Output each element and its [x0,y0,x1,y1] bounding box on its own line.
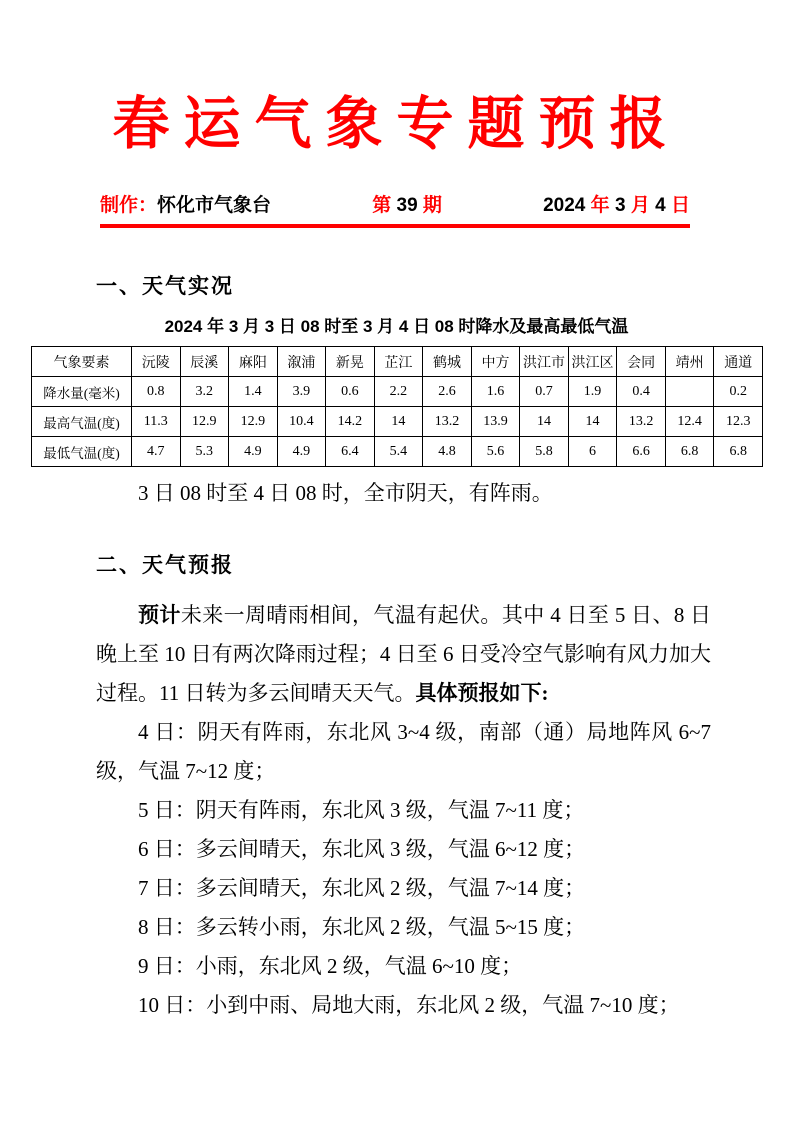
table-cell: 14.2 [326,407,375,437]
table-col-header: 麻阳 [229,347,278,377]
masthead-producer [100,194,271,218]
table-cell: 12.9 [180,407,229,437]
table-cell: 0.8 [132,377,181,407]
table-cell: 12.4 [665,407,714,437]
producer-name: 怀化市气象台 [157,195,272,216]
table-cell: 3.2 [180,377,229,407]
table-cell: 3.9 [277,377,326,407]
table-col-header: 通道 [714,347,763,377]
daily-forecast-day8: 8 日：多云转小雨，东北风 2 级，气温 5~15 度； [138,915,586,939]
table-cell [665,377,714,407]
weather-observation-table [31,346,763,467]
table-col-header: 中方 [471,347,520,377]
table-col-header: 鹤城 [423,347,472,377]
table-cell: 5.8 [520,437,569,467]
table-cell: 4.8 [423,437,472,467]
table-cell: 6.8 [714,437,763,467]
table-header-row [32,347,763,377]
table-cell: 13.9 [471,407,520,437]
table-cell: 6.4 [326,437,375,467]
table-cell: 1.9 [568,377,617,407]
table-cell: 13.2 [617,407,666,437]
row-label: 最高气温(度) [32,407,132,437]
issue-number: 39 [396,195,418,216]
date-day: 4 [655,195,666,216]
date-year: 2024 [543,195,586,216]
table-cell: 12.9 [229,407,278,437]
table-cell: 4.9 [277,437,326,467]
masthead-date [543,194,690,218]
daily-forecast-list [96,713,711,1025]
table-row-max-temp [32,407,763,437]
table-cell: 0.7 [520,377,569,407]
table-cell: 5.4 [374,437,423,467]
daily-forecast-day4: 4 日：阴天有阵雨，东北风 3~4 级，南部（通）局地阵风 6~7 级，气温 7~12 度； [96,720,711,783]
section-heading-weather-actual: 一、天气实况 [96,275,234,298]
row-label: 最低气温(度) [32,437,132,467]
daily-forecast-day7: 7 日：多云间晴天，东北风 2 级，气温 7~14 度； [138,876,586,900]
daily-forecast-day10: 10 日：小到中雨、局地大雨，东北风 2 级，气温 7~10 度； [138,993,680,1017]
table-cell: 2.2 [374,377,423,407]
masthead-issue [372,194,442,218]
date-month: 3 [614,195,626,216]
section-heading-forecast: 二、天气预报 [96,554,234,577]
table-cell: 12.3 [714,407,763,437]
table-cell: 6.6 [617,437,666,467]
table-cell: 0.4 [617,377,666,407]
table-col-header: 洪江区 [568,347,617,377]
weather-table-title: 2024 年 3 月 3 日 08 时至 3 月 4 日 08 时降水及最高最低气温 [164,317,629,336]
date-year-unit: 年 [590,195,610,216]
table-cell: 4.9 [229,437,278,467]
table-cell: 5.6 [471,437,520,467]
forecast-intro-lead: 预计 [138,603,181,627]
table-col-header: 溆浦 [277,347,326,377]
table-cell: 14 [568,407,617,437]
issue-prefix: 第 [372,195,392,216]
table-row-precipitation [32,377,763,407]
table-col-header: 新晃 [326,347,375,377]
table-cell: 2.6 [423,377,472,407]
daily-forecast-day9: 9 日：小雨，东北风 2 级，气温 6~10 度； [138,954,523,978]
table-col-header: 气象要素 [32,347,132,377]
row-label: 降水量(毫米) [32,377,132,407]
forecast-intro-tail: 具体预报如下: [415,681,549,705]
table-cell: 5.3 [180,437,229,467]
table-col-header: 沅陵 [132,347,181,377]
weather-actual-summary: 3 日 08 时至 4 日 08 时，全市阴天，有阵雨。 [138,481,553,505]
masthead [100,194,690,218]
table-cell: 1.4 [229,377,278,407]
daily-forecast-day6: 6 日：多云间晴天，东北风 3 级，气温 6~12 度； [138,837,586,861]
table-col-header: 芷江 [374,347,423,377]
table-cell: 4.7 [132,437,181,467]
table-col-header: 会同 [617,347,666,377]
issue-suffix: 期 [422,195,442,216]
table-cell: 11.3 [132,407,181,437]
forecast-intro-body: 未来一周晴雨相间，气温有起伏。其中 4 日至 5 日、8 日晚上至 10 日有两次降雨过程；4 日至 6 日受冷空气影响有风力加大过程。11 日转为多云间晴天天气。 [96,603,712,705]
masthead-divider-rule [100,224,690,228]
date-month-unit: 月 [630,195,650,216]
table-col-header: 洪江市 [520,347,569,377]
table-cell: 0.6 [326,377,375,407]
table-cell: 14 [374,407,423,437]
table-cell: 14 [520,407,569,437]
table-col-header: 靖州 [665,347,714,377]
forecast-intro-paragraph [96,596,711,713]
table-cell: 1.6 [471,377,520,407]
table-cell: 10.4 [277,407,326,437]
table-cell: 6.8 [665,437,714,467]
producer-label: 制作： [100,195,158,216]
table-col-header: 辰溪 [180,347,229,377]
table-cell: 13.2 [423,407,472,437]
table-cell: 6 [568,437,617,467]
table-cell: 0.2 [714,377,763,407]
daily-forecast-day5: 5 日：阴天有阵雨，东北风 3 级，气温 7~11 度； [138,798,585,822]
table-row-min-temp [32,437,763,467]
date-day-unit: 日 [670,195,690,216]
document-title: 春运气象专题预报 [112,93,681,156]
